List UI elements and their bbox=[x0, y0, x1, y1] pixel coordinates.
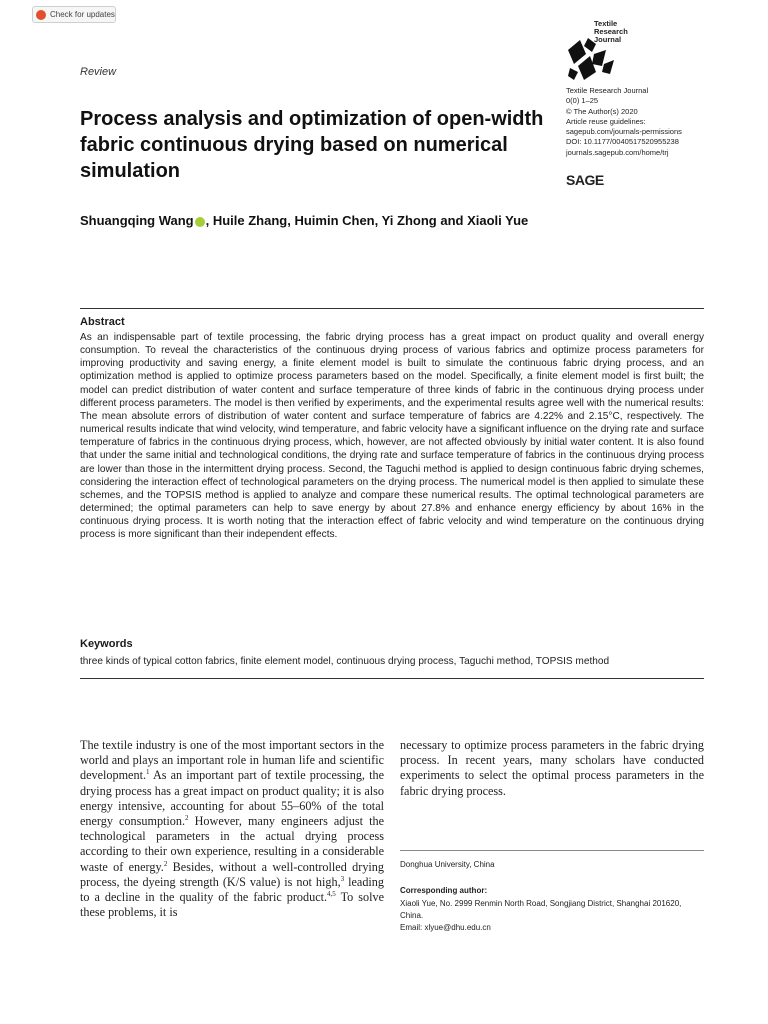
page-range: 0(0) 1–25 bbox=[566, 96, 599, 106]
author-rest: , Huile Zhang, Huimin Chen, Yi Zhong and Xiaoli Yue bbox=[205, 213, 529, 228]
journal-name: Textile Research Journal bbox=[566, 86, 649, 95]
keywords-text: three kinds of typical cotton fabrics, finite element model, continuous drying process, Taguchi method, TOPSIS method bbox=[80, 656, 610, 667]
affiliation: Donghua University, China bbox=[400, 860, 495, 869]
orcid-icon[interactable] bbox=[195, 217, 205, 227]
abstract-text: As an indispensable part of textile processing, the fabric drying process has a great impact on product quality and overall energy consumption. To reveal the characteristics of the continuous drying process of various fabrics and optimize process parameters for improving productivity and saving energy, a finite element model is built to simulate the continuous fabric drying process, and an optimization method is applied to optimize process parameters based on the model. Specifically, a finite element model is first built; the model can predict distribution of water content and surface temperature of three kinds of fabric in the continuous drying process under different process parameters. The model is then verified by experiments, and the experimental results agree well with the numerical results: The mean absolute errors of distribution of water content and surface temperature of fabrics are 4.22% and 2.15°C, respectively. The numerical results indicate that wind velocity, wind temperature, and fabric velocity have a significant influence on the drying rate and surface temperature of fabrics in the continuous drying process, which, however, are not affected obviously by initial water content. It is also found that under the same initial and technological conditions, the drying rate and surface temperature of fabrics in the continuous drying process are lower than those in the intermittent drying process. Second, the Taguchi method is applied to design continuous fabric drying schemes, considering the interaction effect of technological parameters on the drying process. The numerical model is then applied to simulate these schemes, and the TOPSIS method is applied to analyze and compare these numerical results. The optimal technological parameters are determined; the optimal parameters can help to save energy by about 27.8% and enhance energy efficiency by about 16% in the continuous drying process. It is worth noting that the interaction effect of fabric velocity and wind temperature on the continuous drying process is more significant than their independent effects. bbox=[80, 332, 704, 541]
intro-column-1: The textile industry is one of the most important sectors in the world and plays an important role in human life and scientific development.$^1$ As an important part of textile processing, the drying process has a great impact on product quality; it is also energy intensive, accounting for about 55–60% of the total energy consumption.$^2$ However, many engineers adjust the technological parameters in the actual drying process according to their own experience, resulting in a considerable waste of energy.$^2$ Besides, without a well-controlled drying process, the dyeing strength (K/S value) is not high,$^3$ leading to a decline in the quality of the fabric product.$^{4,5}$ To solve these problems, it is bbox=[80, 738, 384, 920]
reuse-guidelines: Article reuse guidelines: bbox=[566, 116, 646, 126]
author-list bbox=[80, 212, 560, 230]
affiliation-rule bbox=[400, 850, 704, 851]
abstract-top-rule bbox=[80, 308, 704, 309]
article-type: Review bbox=[80, 66, 117, 78]
journal-homepage-link[interactable]: journals.sagepub.com/home/trj bbox=[566, 147, 669, 157]
intro-column-2: necessary to optimize process parameters in the fabric drying process. In recent years, many scholars have conducted experiments to select the optimal process parameters in the fabric drying process. bbox=[400, 738, 704, 798]
permissions-link[interactable]: sagepub.com/journals-permissions bbox=[566, 127, 682, 137]
check-for-updates-button[interactable] bbox=[32, 6, 116, 23]
corresponding-author-details bbox=[400, 898, 704, 934]
corresponding-email[interactable]: Email: xlyue@dhu.edu.cn bbox=[400, 923, 491, 932]
keywords-bottom-rule bbox=[80, 678, 704, 679]
article-metadata bbox=[566, 86, 746, 158]
abstract-heading: Abstract bbox=[80, 316, 125, 328]
check-updates-label: Check for updates bbox=[50, 10, 115, 19]
publisher-logo bbox=[566, 172, 604, 188]
article-title: Process analysis and optimization of open-width fabric continuous drying based on numerical simulation bbox=[80, 108, 544, 182]
crossmark-icon bbox=[36, 10, 46, 20]
copyright: © The Author(s) 2020 bbox=[566, 106, 638, 116]
journal-logo-text: Textile Research Journal bbox=[594, 19, 628, 44]
sage-logo-text: SAGE bbox=[566, 172, 604, 188]
corresponding-author-heading: Corresponding author: bbox=[400, 886, 488, 895]
doi[interactable]: DOI: 10.1177/0040517520955238 bbox=[566, 137, 679, 147]
corresponding-address: Xiaoli Yue, No. 2999 Renmin North Road, Songjiang District, Shanghai 201620, China. bbox=[400, 899, 682, 920]
author-first: Shuangqing Wang bbox=[80, 213, 194, 228]
keywords-heading: Keywords bbox=[80, 638, 133, 650]
